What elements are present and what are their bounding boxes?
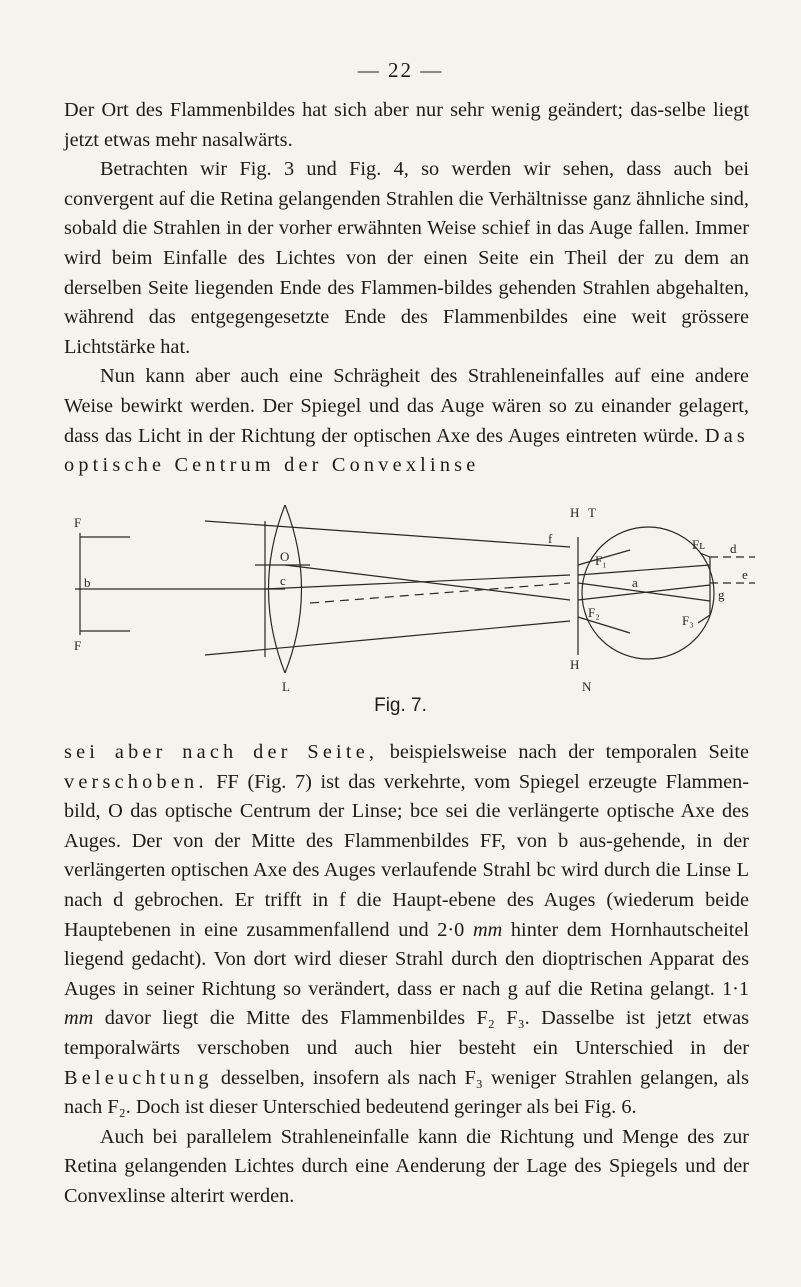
paragraph-3 <box>64 362 749 480</box>
label-F3: F₃ <box>682 613 694 628</box>
paragraph-3-text: Nun kann aber auch eine Schrägheit des Strahleneinfalles auf eine andere Weise bewirkt werden. Der Spiegel und das Auge wären so zu einander gelagert, dass das Licht in der Richtung der optischen Axe des Auges eintreten würde. <box>64 365 749 447</box>
figure-caption: Fig. 7. <box>374 695 427 716</box>
paragraph-4-spaced-a: sei aber nach der Seite, <box>64 741 379 763</box>
unit-mm-1: mm <box>472 918 503 941</box>
paragraph-5: Auch bei parallelem Strahleneinfalle kann die Richtung und Menge des zur Retina gelangenden Lichtes durch eine Aenderung der Lage des Spiegels und der Convexlinse alterirt werden. <box>64 1125 749 1207</box>
label-F-top: F <box>74 515 82 530</box>
label-e: e <box>742 567 748 582</box>
paragraph-4-text-f: davor liegt die Mitte des Flammenbildes F₂ F₃. Dasselbe ist jetzt etwas temporalwärts verschoben und auch hier besteht ein Unterschied in der <box>64 1007 749 1059</box>
label-F-bottom: F <box>74 638 82 653</box>
optics-diagram <box>70 505 755 695</box>
paragraph-4 <box>64 738 749 1123</box>
label-b: b <box>84 575 91 590</box>
figure-7 <box>70 505 755 720</box>
label-O: O <box>280 549 290 564</box>
page-number: — 22 — <box>357 58 444 82</box>
ray-lower <box>205 621 570 655</box>
label-d: d <box>730 541 737 556</box>
paragraph-2: Betrachten wir Fig. 3 und Fig. 4, so werden wir sehen, dass auch bei convergent auf die Retina gelangenden Strahlen die Verhältnisse ganz ähnliche sind, sobald die Strahlen in der vorher erwähnten Weise schief in das Auge fallen. Immer wird beim Einfalle des Lichtes von der einen Seite ein Theil der zu dem an derselben Seite liegenden Ende des Flammen-bildes gehenden Strahlen abgehalten, während das entgegengesetzte Ende des Flammenbildes eine weit grössere Lichtstärke hat. <box>64 158 749 358</box>
label-T: T <box>588 505 596 520</box>
paragraph-4-text-e: hinter dem Hornhautscheitel liegend gedacht). Von dort wird dieser Strahl durch den dioptrischen Apparat des Auges in seiner Richtung so verändert, dass er nach g auf die Retina gelangt. 1·1 <box>64 918 749 1000</box>
paragraph-3-spaced: Das optische Centrum der Convexlinse <box>64 424 749 477</box>
label-FL: Fʟ <box>692 537 705 552</box>
retina-segment <box>698 553 710 623</box>
label-f: f <box>548 531 553 546</box>
text-block-bottom <box>64 738 749 1212</box>
label-L: L <box>282 679 290 694</box>
label-g: g <box>718 587 725 602</box>
label-F1: F₁ <box>595 553 607 568</box>
label-N: N <box>582 679 592 694</box>
paragraph-4-text-h: desselben, insofern als nach F₃ weniger Strahlen gelangen, als nach F₂. Doch ist dieser Unterschied bedeutend geringer als bei Fig. 6. <box>64 1066 749 1119</box>
text-block-top <box>64 96 749 481</box>
label-H-bottom: H <box>570 657 580 672</box>
paragraph-4-spaced-g: Beleuchtung <box>64 1066 213 1089</box>
unit-mm-2: mm <box>64 1007 94 1030</box>
label-c: c <box>280 573 286 588</box>
paragraph-1: Der Ort des Flammenbildes hat sich aber nur sehr wenig geändert; das-selbe liegt jetzt etwas mehr nasalwärts. <box>64 99 749 151</box>
ray-upper <box>205 521 570 547</box>
label-F2: F₂ <box>588 605 600 620</box>
paragraph-4-spaced-c: verschoben. <box>64 770 208 793</box>
paragraph-4-text-b: beispielsweise nach der temporalen Seite <box>378 741 749 763</box>
label-a: a <box>632 575 638 590</box>
paragraph-4-text-d: FF (Fig. 7) ist das verkehrte, vom Spiegel erzeugte Flammen-bild, O das optische Centrum der Linse; bce sei die verlängerte optische Axe des Auges. Der von der Mitte des Flammenbildes FF, von b aus-gehende, in der verlängerten optischen Axe des Auges verlaufende Strahl bc wird durch die Linse L nach d gebrochen. Er trifft in f die Haupt-ebene des Auges (wiederum beide Hauptebenen in eine zusammenfallend und 2·0 <box>64 770 749 941</box>
label-H-top: H <box>570 505 580 520</box>
